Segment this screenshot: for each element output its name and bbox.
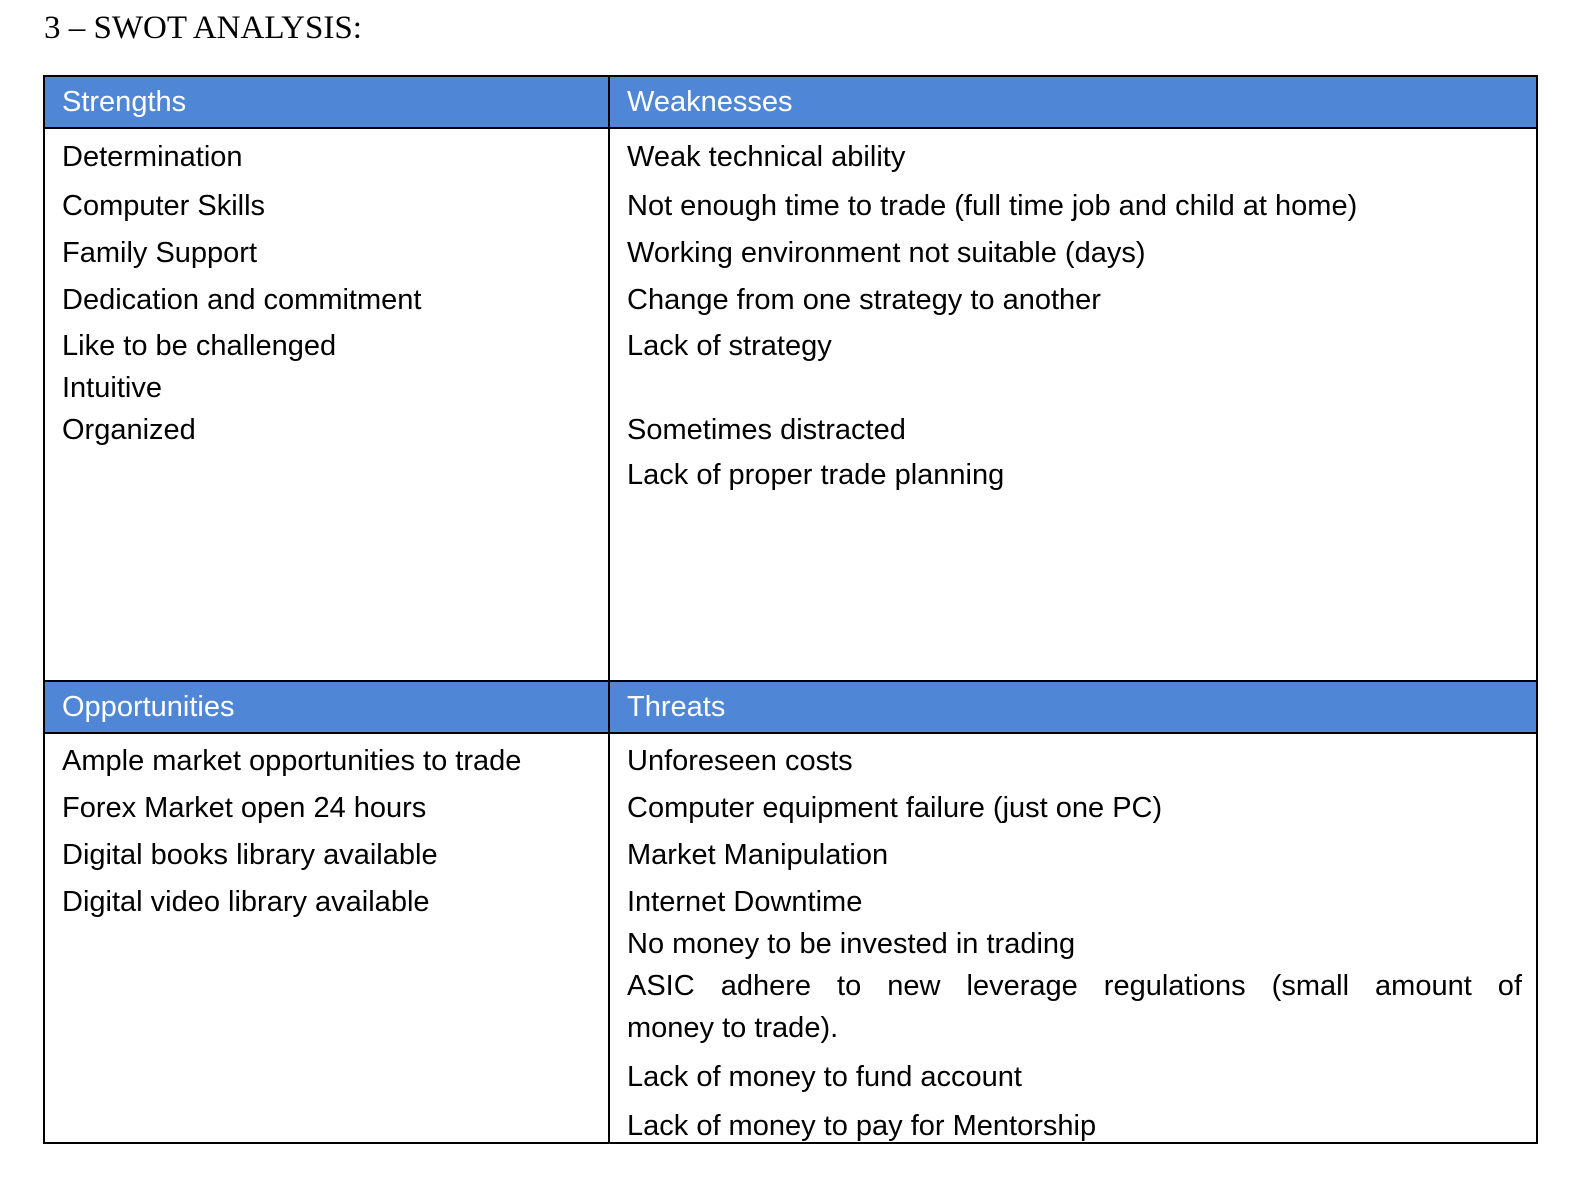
strength-item: Family Support [62, 237, 258, 269]
threats-header: Threats [609, 681, 1537, 733]
strengths-header: Strengths [44, 76, 609, 128]
swot-table [43, 75, 1538, 1144]
threat-item: Computer equipment failure (just one PC) [627, 792, 1163, 824]
threat-item-wrapped [627, 965, 1522, 1049]
weakness-item: Change from one strategy to another [627, 284, 1101, 316]
threat-item: Internet Downtime [627, 886, 863, 918]
opportunity-item: Digital books library available [62, 839, 438, 871]
weakness-item: Lack of proper trade planning [627, 459, 1005, 491]
opportunities-header: Opportunities [44, 681, 609, 733]
opportunity-item: Forex Market open 24 hours [62, 792, 427, 824]
threat-item: Market Manipulation [627, 839, 889, 871]
strength-item: Computer Skills [62, 190, 266, 222]
opportunity-item: Digital video library available [62, 886, 430, 918]
strength-item: Organized [62, 414, 196, 446]
weakness-item: Not enough time to trade (full time job and child at home) [627, 190, 1358, 222]
weakness-item: Weak technical ability [627, 141, 906, 173]
strength-item: Dedication and commitment [62, 284, 422, 316]
header-row-bottom [44, 681, 1537, 733]
weaknesses-header: Weaknesses [609, 76, 1537, 128]
threat-item: No money to be invested in trading [627, 928, 1076, 960]
strength-item: Intuitive [62, 372, 162, 404]
weakness-item: Working environment not suitable (days) [627, 237, 1146, 269]
threat-item-line: money to trade). [627, 1012, 839, 1044]
threat-item: Lack of money to pay for Mentorship [627, 1110, 1097, 1142]
body-row-bottom [44, 733, 1537, 1143]
threat-item-line: ASIC adhere to new leverage regulations (small amount of [627, 970, 1522, 1002]
header-row-top [44, 76, 1537, 128]
strengths-cell [44, 128, 609, 681]
opportunities-cell [44, 733, 609, 1143]
threat-item: Lack of money to fund account [627, 1061, 1022, 1093]
opportunity-item: Ample market opportunities to trade [62, 745, 522, 777]
weakness-item: Sometimes distracted [627, 414, 906, 446]
body-row-top [44, 128, 1537, 681]
document-heading: 3 – SWOT ANALYSIS: [44, 10, 362, 46]
strength-item: Determination [62, 141, 243, 173]
weakness-item: Lack of strategy [627, 330, 832, 362]
threat-item: Unforeseen costs [627, 745, 853, 777]
strength-item: Like to be challenged [62, 330, 337, 362]
weaknesses-cell [609, 128, 1537, 681]
threats-cell [609, 733, 1537, 1143]
